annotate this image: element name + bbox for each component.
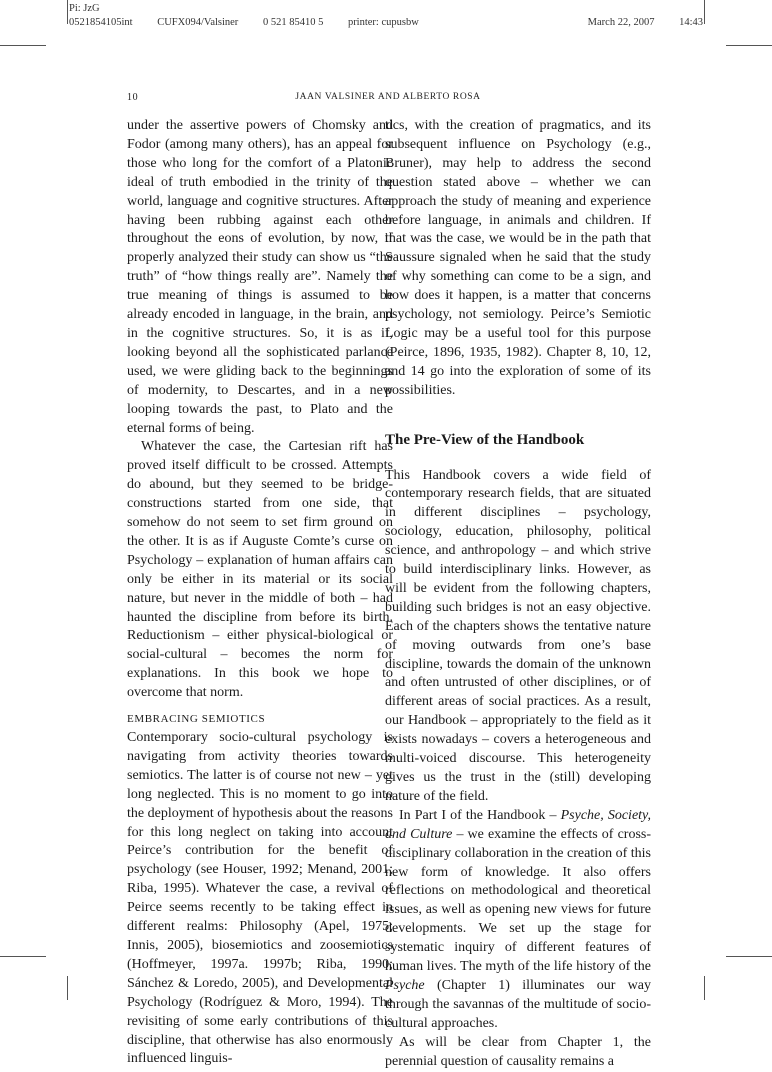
crop-mark-bottom-right: [704, 976, 705, 1000]
series-code: CUFX094/Valsiner: [157, 17, 239, 28]
paragraph: This Handbook covers a wide field of contemporary research fields, that are situated in different disciplines – psychology, sociology, education, philosophy, political science, and anthropology – and which strive to build interdisciplinary links. However, as will be evident from the following chapters, building such bridges is not an easy objective. Each of the chapters shows the tentative nature of moving outwards from one’s base discipline, towards the domain of the unknown and often untrusted of other disciplines, or of different areas of social practices. As a result, our Handbook – appropriately to the field as it exists nowadays – covers a heterogeneous and multi-voiced discourse. This heterogeneity gives us the trust in the (still) developing nature of the field.: [385, 467, 651, 804]
printer-slug-line1: Pi: JzG: [69, 3, 100, 14]
isbn: 0 521 85410 5: [262, 17, 324, 28]
running-head-authors: JAAN VALSINER AND ALBERTO ROSA: [295, 92, 481, 102]
print-date: March 22, 2007: [587, 17, 655, 28]
paragraph: tics, with the creation of pragmatics, and its subsequent influence on Psychology (e.g., Bruner), may help to address the second question stated above – whether we can approach the study of meaning and experience before language, in animals and children. If that was the case, we would be in the path that Saussure signaled when he said that the study of why something can come to be a sign, and how does it happen, is a matter that concerns psychology, not semiology. Peirce’s Semiotic Logic may be a useful tool for this purpose (Peirce, 1896, 1935, 1982). Chapter 8, 10, 12, and 14 go into the exploration of some of its possibilities.: [385, 118, 651, 398]
crop-mark-bottom-left: [67, 976, 68, 1000]
crop-mark-top-right: [704, 0, 705, 24]
paragraph: As will be clear from Chapter 1, the perennial question of causality remains a: [385, 1034, 651, 1069]
printer-slug: [69, 2, 703, 30]
crop-mark-right-top: [726, 45, 772, 46]
left-column: [127, 117, 393, 1069]
paragraph: under the assertive powers of Chomsky and Fodor (among many others), has an appeal for those who long for the comfort of a Platonic ideal of truth embodied in the trinity of the world, language and cognitive structures. After having been rubbing against each other throughout the eons of evolution, by now, if properly analyzed their study can show us “the truth” of “how things really are”. Namely the true meaning of things is assumed to be already encoded in language, in the brain, and in the cognitive structures. So, it is as if, looking beyond all the sophisticated parlance used, we were gliding back to the beginnings of modernity, to Descartes, and in a new looping towards the past, to Plato and the eternal forms of being.: [127, 118, 393, 436]
italic-term: Psyche: [385, 977, 425, 993]
running-head: [127, 92, 649, 102]
text-run: (Chapter 1) illuminates our way through the savannas of the multitude of socio-cultural approaches.: [385, 977, 651, 1031]
paragraph: Contemporary socio-cultural psychology is navigating from activity theories towards semiotics. The latter is of course not new – yet long neglected. This is no moment to go into the deployment of hypothesis about the reasons for this long neglect on taking into account Peirce’s contribution for the benefit of psychology (see Houser, 1992; Menand, 2001; Riba, 1995). Whatever the case, a revival of Peirce seems recently to be taking effect in different realms: Philosophy (Apel, 1975; Innis, 2005), biosemiotics and zoosemiotics (Hoffmeyer, 1997a. 1997b; Riba, 1990; Sánchez & Loredo, 2005), and Developmental Psychology (Rodríguez & Moro, 1994). The revisiting of some early contributions of this discipline, that otherwise has also enormously influenced linguis-: [127, 730, 393, 1067]
printer-name: printer: cupusbw: [347, 17, 419, 28]
section-title: EMBRACING SEMIOTICS: [127, 713, 266, 726]
crop-mark-top-left: [67, 0, 68, 24]
italic-title: Psyche, Society, and Culture: [385, 807, 651, 842]
crop-mark-left-bottom: [0, 956, 46, 957]
print-time: 14:43: [679, 17, 703, 28]
page-number: 10: [127, 92, 139, 103]
crop-mark-left-top: [0, 45, 46, 46]
paragraph: Whatever the case, the Cartesian rift has proved itself difficult to be crossed. Attempts do abound, but they seemed to be bridge-constructions started from one side, that somehow do not seem to set firm ground on the other. It is as if Auguste Comte’s curse on Psychology – explanation of human affairs can only be either in its material or its social nature, but never in the middle of both – had haunted the discipline from before its birth. Reductionism – either physical-biological or social-cultural – becomes the norm for explanations. In this book we hope to overcome that norm.: [127, 439, 393, 701]
text-run: – we examine the effects of cross-disciplinary collaboration in the creation of this new form of knowledge. It also offers reflections on methodological and theoretical issues, as well as opening new views for future developments. We set up the stage for systematic inquiry of different features of human lives. The myth of the life history of the: [385, 826, 651, 975]
text-run: In Part I of the Handbook –: [399, 807, 561, 823]
isbn-code: 0521854105int: [69, 17, 133, 28]
right-column: [385, 117, 651, 1072]
crop-mark-right-bottom: [726, 956, 772, 957]
section-heading: The Pre-View of the Handbook: [385, 431, 585, 448]
